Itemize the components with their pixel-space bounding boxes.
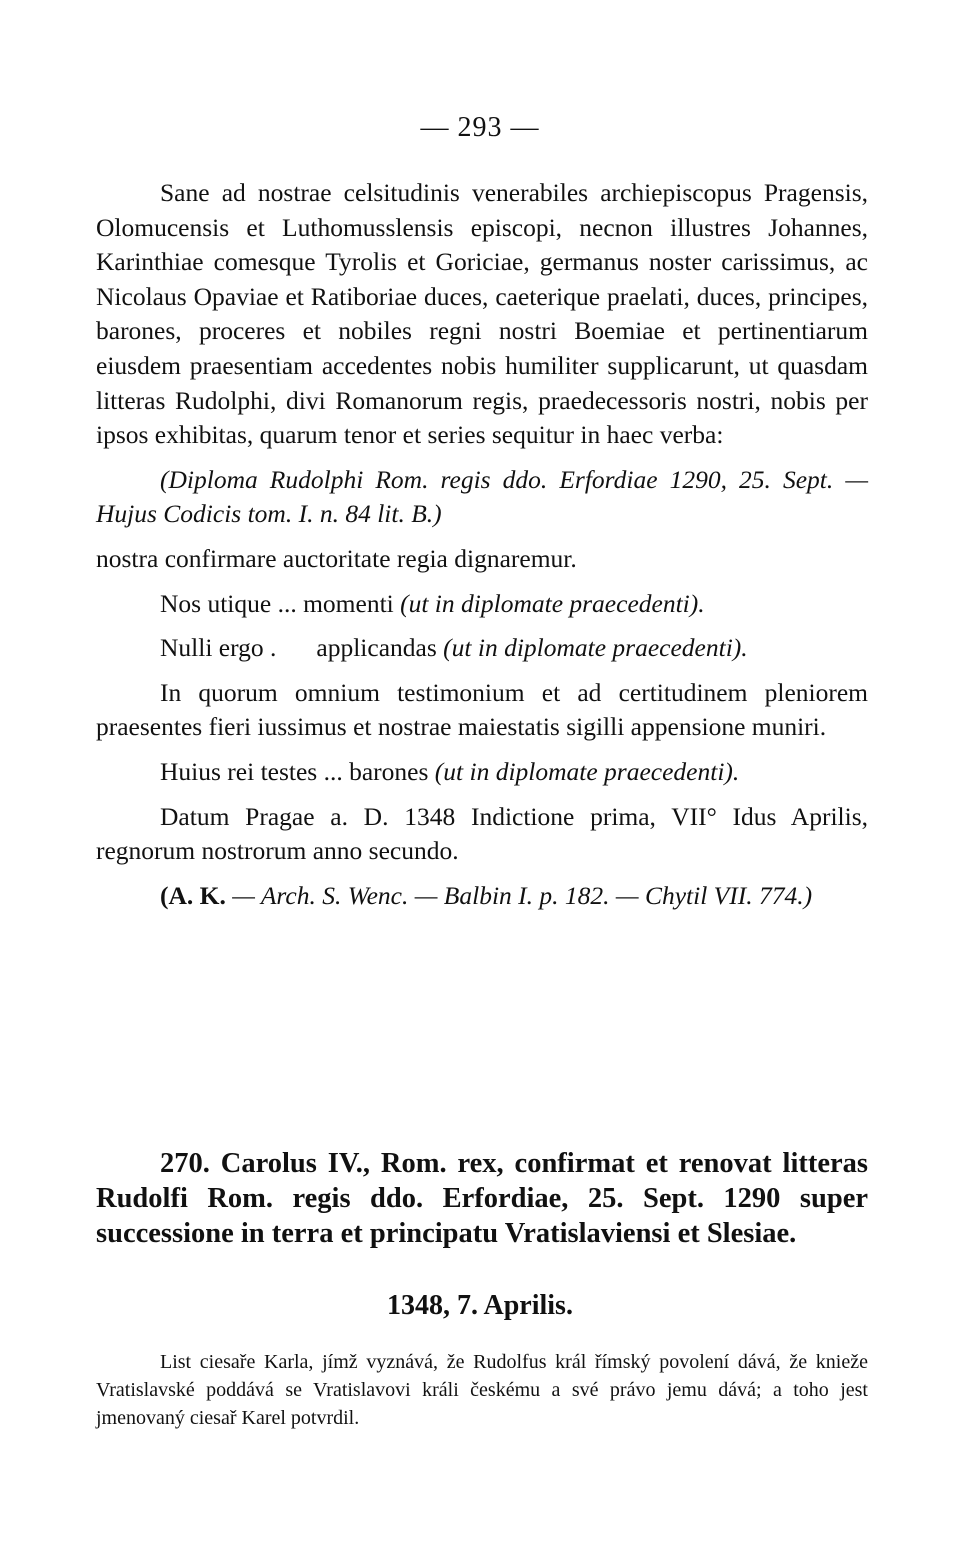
page-number: — 293 —: [420, 112, 540, 143]
nos-utique-note: (ut in diplomate praecedenti).: [400, 588, 705, 618]
paragraph-testimonium: In quorum omnium testimonium et ad certitudinem pleniorem praesentes fieri iussimus et nostrae maiestatis sigilli appensione muniri.: [96, 677, 868, 742]
testes-text: Huius rei testes ... barones: [160, 756, 429, 786]
paragraph-testes: [96, 755, 868, 790]
sources-ak: (A. K.: [160, 880, 226, 910]
document-body: [96, 176, 868, 913]
document-date: 1348, 7. Aprilis.: [387, 1290, 573, 1321]
nos-utique-text: Nos utique ... momenti: [160, 588, 394, 618]
applicandas-text: applicandas: [316, 633, 437, 663]
testes-note: (ut in diplomate praecedenti).: [434, 756, 740, 786]
paragraph-confirmation: nostra confirmare auctoritate regia dignaremur.: [96, 543, 577, 573]
nulli-ergo-text: Nulli ergo .: [160, 633, 277, 663]
paragraph-nos-utique: [96, 587, 868, 622]
paragraph-nulli-ergo: [96, 631, 868, 666]
nulli-ergo-note: (ut in diplomate praecedenti).: [443, 633, 748, 663]
czech-summary: List ciesaře Karla, jímž vyznává, že Rudolfus král římský povolení dává, že knieže Vratislavské poddává se Vratislavovi králi českému a své právo jemu dává; a toho jest jmenovaný ciesař Karel potvrdil.: [96, 1351, 868, 1429]
sources-list: — Arch. S. Wenc. — Balbin I. p. 182. — Chytil VII. 774.): [232, 880, 813, 910]
paragraph-diploma-reference: (Diploma Rudolphi Rom. regis ddo. Erfordiae 1290, 25. Sept. — Hujus Codicis tom. I. n. 84 lit. B.): [96, 464, 868, 529]
paragraph-sources: [96, 879, 868, 914]
paragraph-datum: Datum Pragae a. D. 1348 Indictione prima, VII° Idus Aprilis, regnorum nostrorum anno secundo.: [96, 801, 868, 866]
document-heading: 270. Carolus IV., Rom. rex, confirmat et renovat litteras Rudolfi Rom. regis ddo. Erfordiae, 25. Sept. 1290 super successione in terra et principatu Vratislaviensi et Slesiae.: [96, 1148, 868, 1249]
paragraph-petition: Sane ad nostrae celsitudinis venerabiles archiepiscopus Pragensis, Olomucensis et Luthomusslensis episcopi, necnon illustres Johannes, Karinthiae comesque Tyrolis et Goriciae, germanus noster carissimus, ac Nicolaus Opaviae et Ratiboriae duces, caeterique praelati, duces, principes, barones, proceres et nobiles regni nostri Boemiae et pertinentiarum eiusdem praesentiam accedentes nobis humiliter supplicarunt, ut quasdam litteras Rudolphi, divi Romanorum regis, praedecessoris nostri, nobis per ipsos exhibitas, quarum tenor et series sequitur in haec verba:: [96, 178, 868, 450]
